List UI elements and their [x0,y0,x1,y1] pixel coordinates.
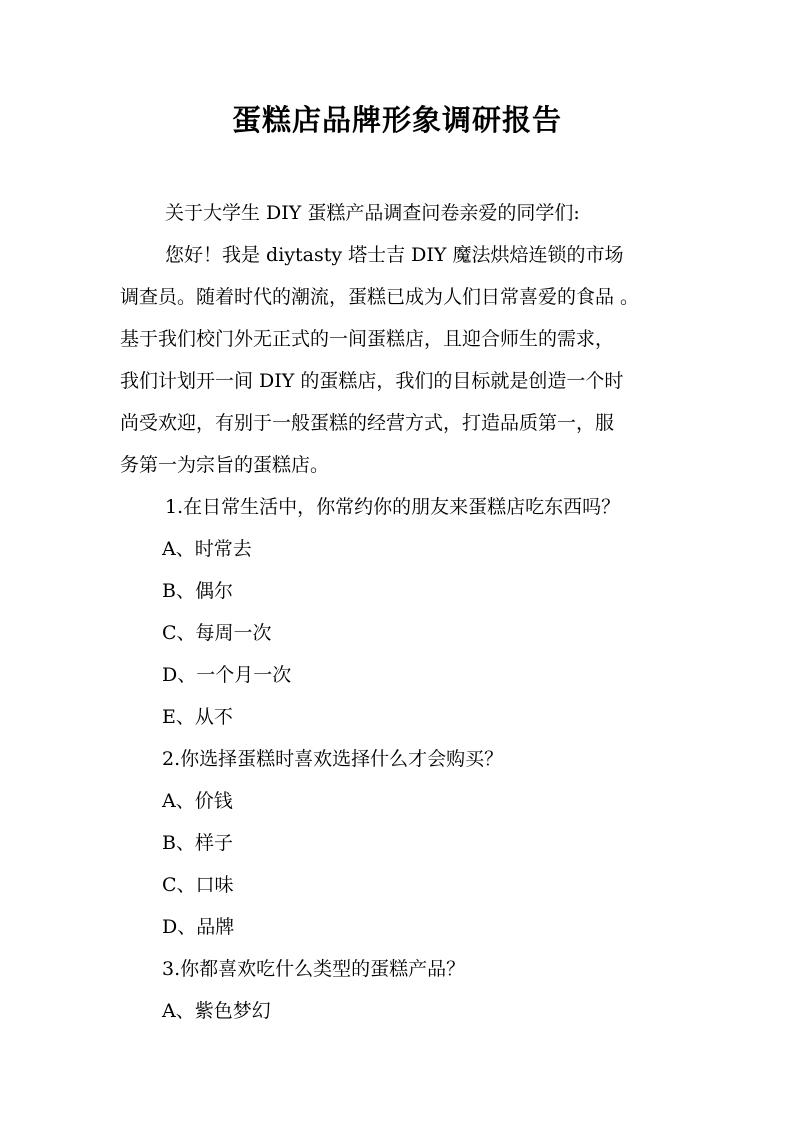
intro-line: 基于我们校门外无正式的一间蛋糕店，且迎合师生的需求， [120,328,615,350]
question-3: 3.你都喜欢吃什么类型的蛋糕产品？ [162,958,466,980]
question-1-option-e: E、从不 [162,706,233,728]
question-1-option-d: D、一个月一次 [162,664,292,686]
intro-line: 务第一为宗旨的蛋糕店。 [120,454,330,476]
question-3-option-a: A、紫色梦幻 [162,1000,271,1022]
intro-line: 您好！我是 diytasty 塔士吉 DIY 魔法烘焙连锁的市场 [165,244,624,266]
question-1: 1.在日常生活中，你常约你的朋友来蛋糕店吃东西吗？ [165,496,621,518]
intro-line: 尚受欢迎，有别于一般蛋糕的经营方式，打造品质第一，服 [120,412,615,434]
salutation: 关于大学生 DIY 蛋糕产品调查问卷亲爱的同学们: [165,202,580,224]
question-2-option-d: D、品牌 [162,916,235,938]
question-1-option-c: C、每周一次 [162,622,272,644]
intro-line: 调查员。随着时代的潮流，蛋糕已成为人们日常喜爱的食品 。 [120,286,640,308]
document-title: 蛋糕店品牌形象调研报告 [231,103,562,137]
question-2-option-b: B、样子 [162,832,233,854]
document-body [120,192,690,1032]
question-1-option-a: A、时常去 [162,538,252,560]
question-2: 2.你选择蛋糕时喜欢选择什么才会购买？ [162,748,504,770]
question-2-option-a: A、价钱 [162,790,233,812]
intro-line: 我们计划开一间 DIY 的蛋糕店，我们的目标就是创造一个时 [120,370,624,392]
question-1-option-b: B、偶尔 [162,580,233,602]
question-2-option-c: C、口味 [162,874,234,896]
